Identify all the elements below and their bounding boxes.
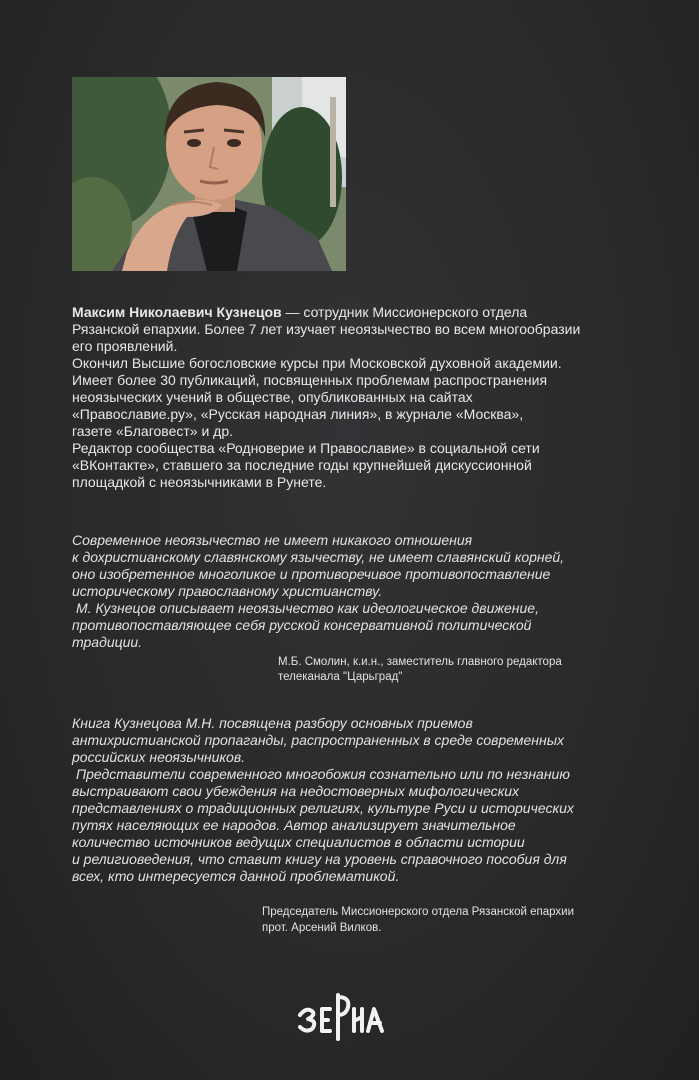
bio-text: — сотрудник Миссионерского отдела <box>281 304 528 320</box>
author-bio <box>72 304 632 491</box>
quote-line: представлениях о традиционных религиях, культуре Руси и исторических <box>72 800 574 816</box>
quote-line: путях населяющих ее народов. Автор анализирует значительное <box>72 817 516 833</box>
quote-line: противопоставляющее себя русской консервативной политической <box>72 617 532 633</box>
quote-line: и религиоведения, что ставит книгу на уровень справочного пособия для <box>72 851 567 867</box>
bio-line: Рязанской епархии. Более 7 лет изучает неоязычество во всем многообразии <box>72 321 581 337</box>
attribution-line: Председатель Миссионерского отдела Рязанской епархии <box>262 906 575 918</box>
quote-line: Книга Кузнецова М.Н. посвящена разбору основных приемов <box>72 715 473 731</box>
quote-line: российских неоязычников. <box>72 749 246 765</box>
quote-line: выстраивают свои убеждения на недостоверных мифологических <box>72 783 519 799</box>
author-portrait-image <box>72 77 346 271</box>
author-photo <box>72 77 346 271</box>
author-name: Максим Николаевич Кузнецов <box>72 304 282 320</box>
attribution-line: прот. Арсений Вилков. <box>262 922 382 934</box>
quote-line: Представители современного многобожия сознательно или по незнанию <box>76 766 570 782</box>
quote-1-attribution <box>278 655 658 685</box>
quote-line: количество источников ведущих специалистов в области истории <box>72 834 525 850</box>
attribution-line: телеканала "Царьград" <box>278 671 403 683</box>
bio-line: Имеет более 30 публикаций, посвященных проблемам распространения <box>72 372 548 388</box>
review-quote-1 <box>72 532 632 651</box>
bio-line: площадкой с неоязычниками в Рунете. <box>72 474 327 490</box>
quote-line: всех, кто интересуется данной проблематикой. <box>72 868 400 884</box>
zerna-logo-icon <box>296 985 386 1045</box>
quote-2-attribution <box>262 904 682 936</box>
quote-line: историческому православному христианству. <box>72 583 383 599</box>
quote-line: Современное неоязычество не имеет никакого отношения <box>72 532 473 548</box>
bio-line: его проявлений. <box>72 338 178 354</box>
review-quote-2 <box>72 715 647 885</box>
bio-line: Редактор сообщества «Родноверие и Православие» в социальной сети <box>72 440 540 456</box>
bio-line: «ВКонтакте», ставшего за последние годы крупнейшей дискуссионной <box>72 457 532 473</box>
attribution-line: М.Б. Смолин, к.и.н., заместитель главного редактора <box>278 656 562 668</box>
bio-line: «Православие.ру», «Русская народная линия», в журнале «Москва», <box>72 406 524 422</box>
quote-line: традиции. <box>72 634 143 650</box>
quote-line: оно изобретенное многоликое и противоречивое противопоставление <box>72 566 551 582</box>
bio-line: газете «Благовест» и др. <box>72 423 234 439</box>
quote-line: к дохристианскому славянскому язычеству, не имеет славянский корней, <box>72 549 565 565</box>
quote-line: М. Кузнецов описывает неоязычество как идеологическое движение, <box>76 600 539 616</box>
publisher-logo <box>296 985 386 1045</box>
bio-line: Окончил Высшие богословские курсы при Московской духовной академии. <box>72 355 562 371</box>
bio-line <box>72 304 632 321</box>
bio-line: неоязыческих учений в обществе, опубликованных на сайтах <box>72 389 473 405</box>
quote-line: антихристианской пропаганды, распространенных в среде современных <box>72 732 564 748</box>
